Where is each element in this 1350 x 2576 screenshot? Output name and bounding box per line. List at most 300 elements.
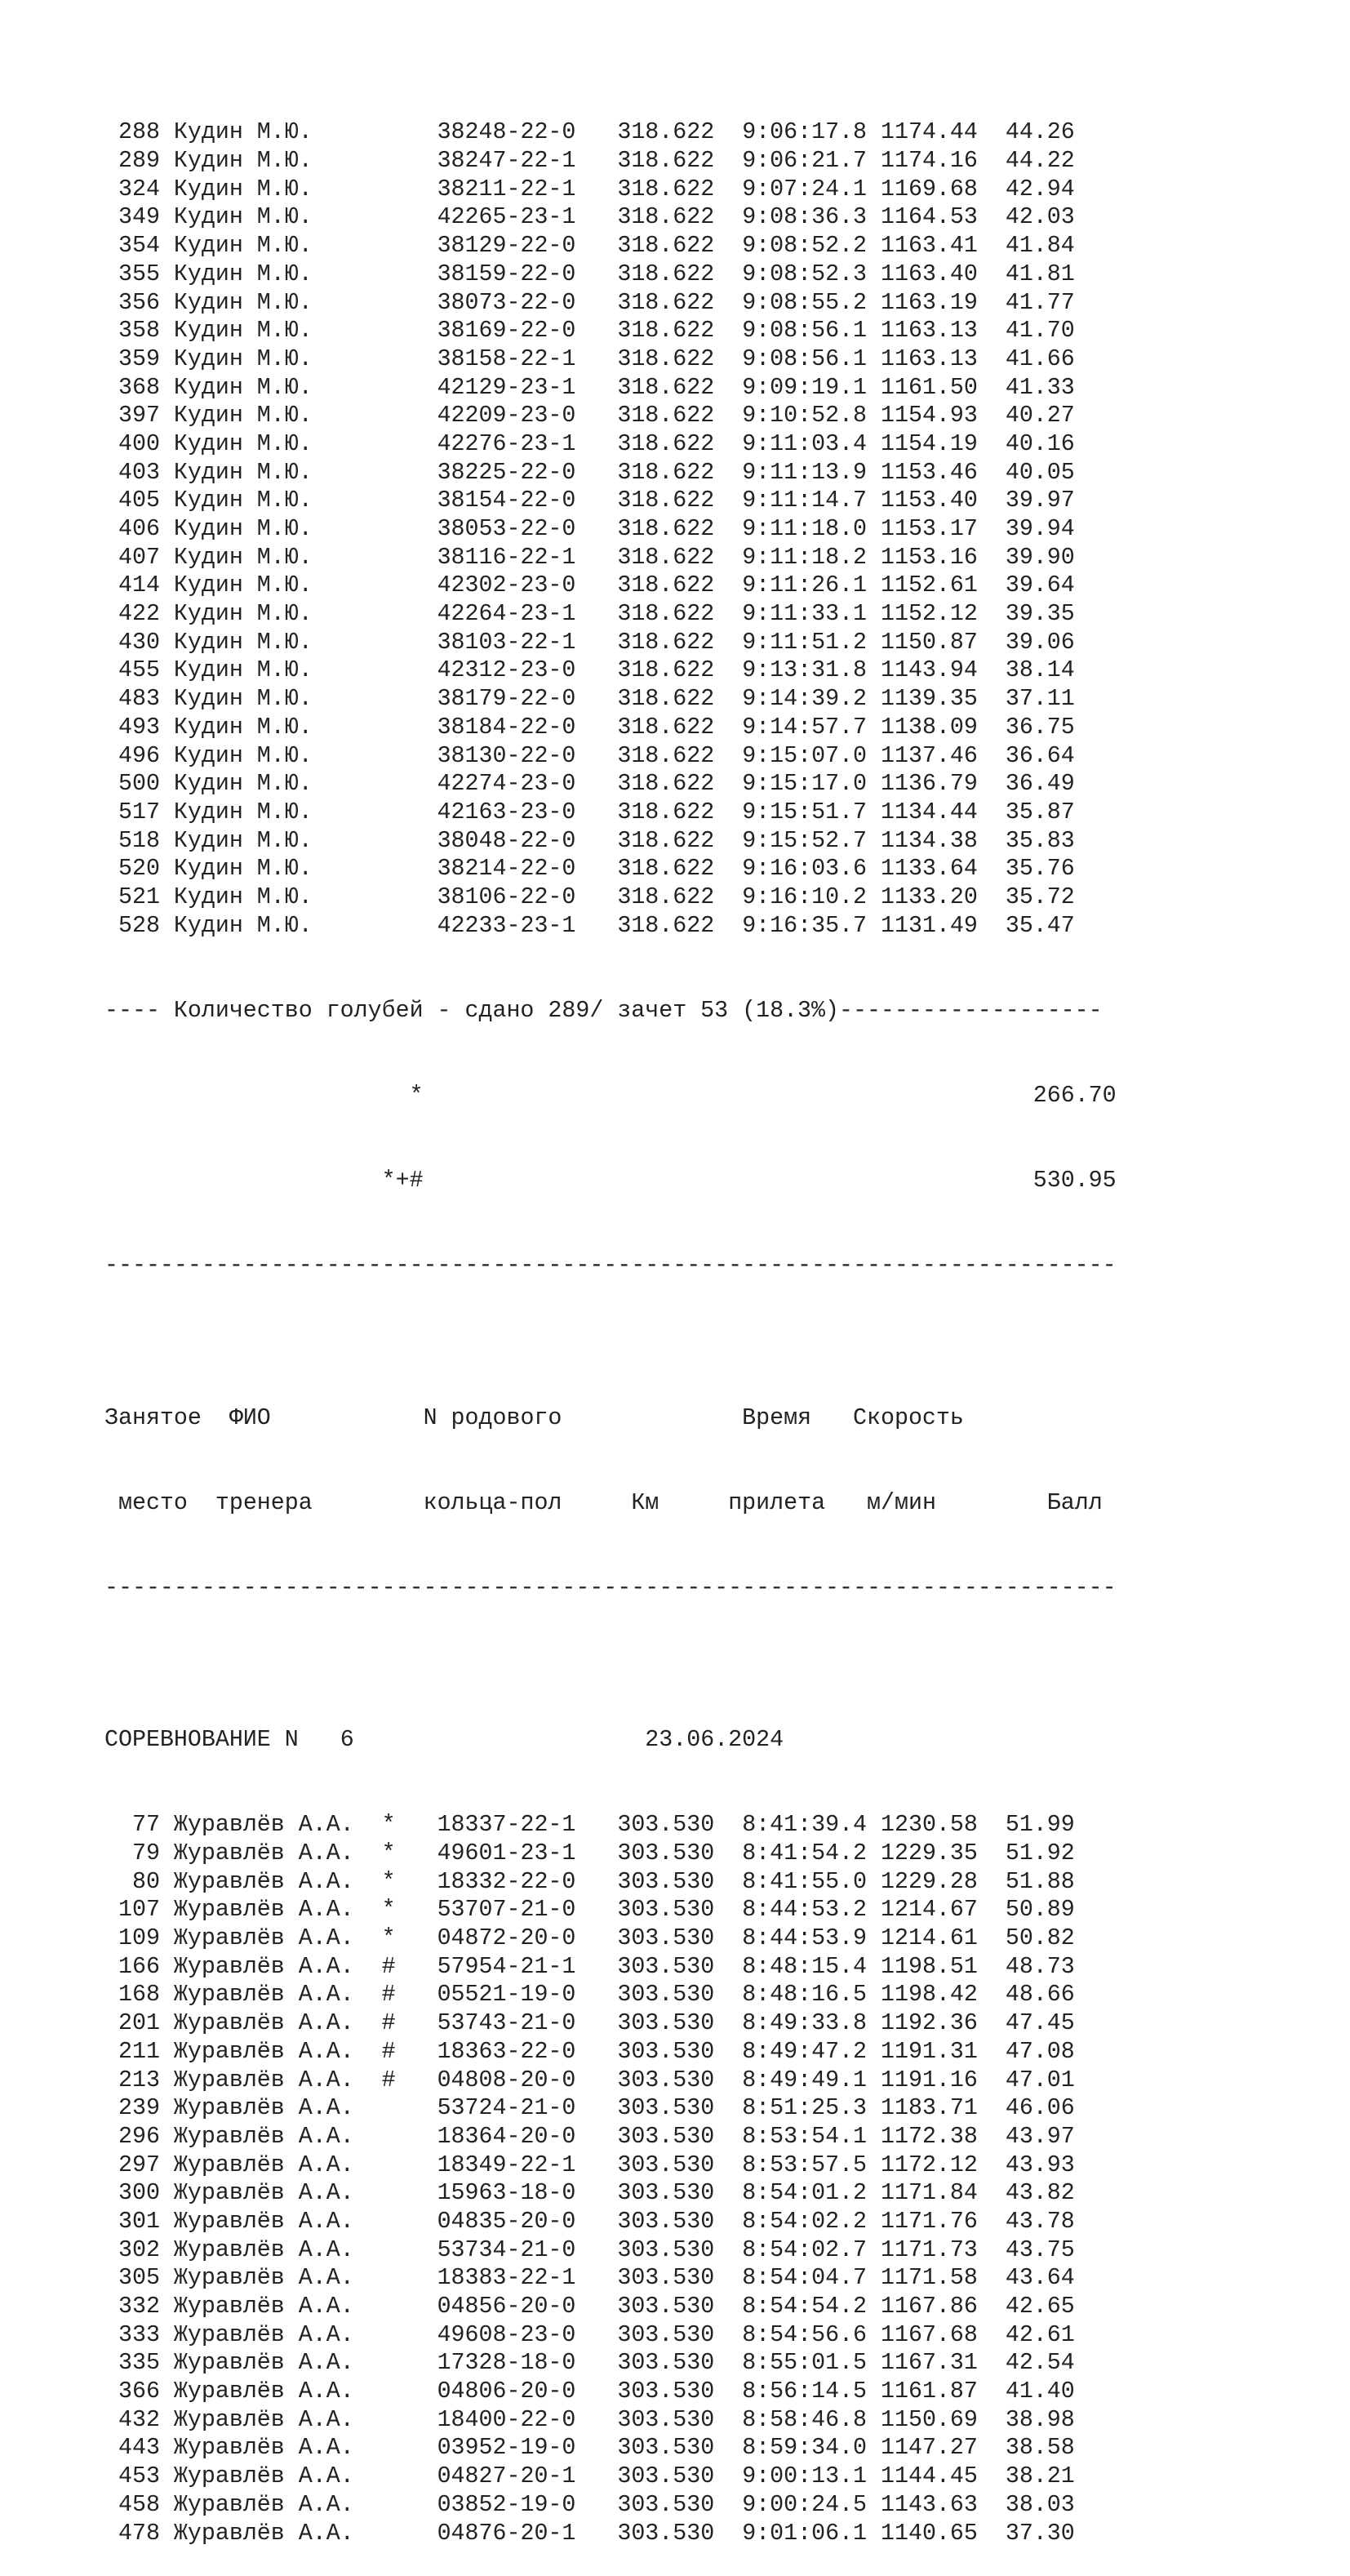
- distance-cell: 318.622: [617, 204, 715, 231]
- arrival-time-cell: 8:54:56.6: [742, 2321, 868, 2348]
- subtotal-value: 266.70: [1032, 1082, 1117, 1109]
- mark-cell: [382, 884, 424, 910]
- distance-cell: 303.530: [617, 2321, 715, 2348]
- score-cell: 43.97: [1005, 2123, 1075, 2150]
- subtotal-label: *: [409, 1082, 424, 1109]
- mark-cell: [382, 657, 424, 683]
- table-row: [104, 515, 1117, 544]
- score-cell: 50.82: [1005, 1925, 1075, 1952]
- column-header: тренера: [215, 1489, 313, 1516]
- ring-number-cell: 38154-22-0: [437, 487, 576, 514]
- distance-cell: 318.622: [617, 233, 715, 260]
- ring-number-cell: 17328-18-0: [437, 2350, 576, 2377]
- ring-number-cell: 38048-22-0: [437, 827, 576, 854]
- table-row: [104, 2123, 1117, 2151]
- distance-cell: 303.530: [617, 2180, 715, 2207]
- score-cell: 41.84: [1005, 233, 1075, 260]
- distance-cell: 318.622: [617, 686, 715, 713]
- place-cell: 453: [104, 2463, 160, 2490]
- trainer-name-cell: Журавлёв А.А.: [173, 2378, 368, 2405]
- speed-cell: 1134.44: [881, 799, 978, 825]
- distance-cell: 303.530: [617, 2038, 715, 2065]
- score-cell: 47.01: [1005, 2067, 1075, 2093]
- distance-cell: 318.622: [617, 657, 715, 684]
- distance-cell: 318.622: [617, 912, 715, 939]
- distance-cell: 318.622: [617, 318, 715, 345]
- ring-number-cell: 38214-22-0: [437, 856, 576, 883]
- speed-cell: 1140.65: [881, 2520, 978, 2547]
- arrival-time-cell: 8:48:15.4: [742, 1953, 868, 1980]
- distance-cell: 303.530: [617, 1812, 715, 1839]
- subtotal-label: *+#: [381, 1167, 424, 1194]
- speed-cell: 1152.61: [881, 572, 978, 599]
- place-cell: 518: [104, 827, 160, 854]
- ring-number-cell: 05521-19-0: [437, 1982, 576, 2009]
- score-cell: 35.72: [1005, 883, 1075, 910]
- arrival-time-cell: 8:54:02.2: [742, 2208, 868, 2235]
- mark-cell: [382, 2378, 424, 2405]
- distance-cell: 303.530: [617, 2010, 715, 2037]
- place-cell: 368: [104, 374, 160, 401]
- speed-cell: 1214.61: [881, 1925, 978, 1952]
- speed-cell: 1150.87: [881, 629, 978, 656]
- place-cell: 517: [104, 799, 160, 825]
- section2-rows: [104, 1811, 1117, 2547]
- table-row: [104, 1896, 1117, 1924]
- speed-cell: 1169.68: [881, 176, 978, 202]
- place-cell: 458: [104, 2491, 160, 2518]
- arrival-time-cell: 9:11:51.2: [742, 629, 868, 656]
- arrival-time-cell: 8:53:57.5: [742, 2151, 868, 2178]
- distance-cell: 318.622: [617, 856, 715, 883]
- mark-cell: [382, 2520, 424, 2547]
- arrival-time-cell: 9:00:24.5: [742, 2491, 868, 2518]
- mark-cell: [382, 630, 424, 656]
- trainer-name-cell: Кудин М.Ю.: [173, 148, 368, 175]
- place-cell: 528: [104, 912, 160, 939]
- table-row: [104, 2520, 1117, 2548]
- mark-cell: [382, 516, 424, 542]
- score-cell: 36.49: [1005, 771, 1075, 798]
- speed-cell: 1171.76: [881, 2208, 978, 2235]
- section1-rows: [104, 118, 1117, 940]
- table-row: [104, 742, 1117, 771]
- speed-cell: 1174.44: [881, 119, 978, 146]
- place-cell: 403: [104, 459, 160, 486]
- arrival-time-cell: 9:06:17.8: [742, 119, 868, 146]
- table-row: [104, 629, 1117, 657]
- ring-number-cell: 18364-20-0: [437, 2123, 576, 2150]
- score-cell: 41.66: [1005, 345, 1075, 372]
- arrival-time-cell: 9:00:13.1: [742, 2463, 868, 2490]
- table-row: [104, 232, 1117, 260]
- mark-cell: #: [381, 2067, 424, 2093]
- distance-cell: 303.530: [617, 2151, 715, 2178]
- speed-cell: 1133.20: [881, 883, 978, 910]
- trainer-name-cell: Кудин М.Ю.: [173, 629, 368, 656]
- score-cell: 38.14: [1005, 657, 1075, 684]
- distance-cell: 303.530: [617, 2236, 715, 2263]
- speed-cell: 1174.16: [881, 148, 978, 175]
- table-row: [104, 883, 1117, 912]
- place-cell: 493: [104, 714, 160, 741]
- ring-number-cell: 42163-23-0: [437, 799, 576, 825]
- place-cell: 201: [104, 2010, 160, 2037]
- column-header-line-1: [104, 1404, 1117, 1433]
- place-cell: 430: [104, 629, 160, 656]
- score-cell: 40.05: [1005, 459, 1075, 486]
- distance-cell: 318.622: [617, 827, 715, 854]
- ring-number-cell: 38211-22-1: [437, 176, 576, 202]
- score-cell: 39.35: [1005, 601, 1075, 628]
- speed-cell: 1153.40: [881, 487, 978, 514]
- trainer-name-cell: Журавлёв А.А.: [173, 1868, 368, 1895]
- trainer-name-cell: Кудин М.Ю.: [173, 318, 368, 345]
- mark-cell: [382, 2124, 424, 2150]
- table-row: [104, 1868, 1117, 1897]
- speed-cell: 1171.84: [881, 2180, 978, 2207]
- score-cell: 35.83: [1005, 827, 1075, 854]
- trainer-name-cell: Кудин М.Ю.: [173, 799, 368, 825]
- arrival-time-cell: 9:13:31.8: [742, 657, 868, 684]
- arrival-time-cell: 9:16:03.6: [742, 856, 868, 883]
- arrival-time-cell: 8:53:54.1: [742, 2123, 868, 2150]
- place-cell: 496: [104, 742, 160, 769]
- summary-line: ---- Количество голубей - сдано 289/ зачет 53 (18.3%)-------------------: [104, 997, 1103, 1024]
- trainer-name-cell: Кудин М.Ю.: [173, 430, 368, 457]
- table-row: [104, 2321, 1117, 2350]
- speed-cell: 1171.58: [881, 2265, 978, 2292]
- arrival-time-cell: 8:44:53.9: [742, 1925, 868, 1952]
- speed-cell: 1163.13: [881, 345, 978, 372]
- speed-cell: 1154.93: [881, 403, 978, 429]
- table-row: [104, 374, 1117, 403]
- arrival-time-cell: 9:15:52.7: [742, 827, 868, 854]
- mark-cell: #: [381, 2010, 424, 2037]
- mark-cell: [382, 2435, 424, 2461]
- score-cell: 39.97: [1005, 487, 1075, 514]
- score-cell: 39.90: [1005, 544, 1075, 571]
- arrival-time-cell: 9:08:52.3: [742, 260, 868, 287]
- speed-cell: 1147.27: [881, 2435, 978, 2462]
- mark-cell: [382, 2463, 424, 2489]
- score-cell: 47.08: [1005, 2038, 1075, 2065]
- table-row: [104, 656, 1117, 685]
- table-row: [104, 1840, 1117, 1868]
- speed-cell: 1150.69: [881, 2406, 978, 2433]
- speed-cell: 1163.19: [881, 289, 978, 316]
- ring-number-cell: 38129-22-0: [437, 233, 576, 260]
- score-cell: 43.75: [1005, 2236, 1075, 2263]
- score-cell: 44.22: [1005, 148, 1075, 175]
- score-cell: 41.70: [1005, 318, 1075, 345]
- arrival-time-cell: 9:16:10.2: [742, 883, 868, 910]
- speed-cell: 1134.38: [881, 827, 978, 854]
- distance-cell: 318.622: [617, 119, 715, 146]
- trainer-name-cell: Кудин М.Ю.: [173, 856, 368, 883]
- place-cell: 455: [104, 657, 160, 684]
- distance-cell: 318.622: [617, 544, 715, 571]
- ring-number-cell: 04808-20-0: [437, 2067, 576, 2093]
- speed-cell: 1229.28: [881, 1868, 978, 1895]
- ring-number-cell: 38103-22-1: [437, 629, 576, 656]
- table-row: [104, 118, 1117, 147]
- mark-cell: [382, 2095, 424, 2121]
- score-cell: 38.98: [1005, 2406, 1075, 2433]
- place-cell: 478: [104, 2520, 160, 2547]
- distance-cell: 303.530: [617, 1840, 715, 1866]
- column-header: Км: [631, 1489, 659, 1516]
- trainer-name-cell: Кудин М.Ю.: [173, 374, 368, 401]
- mark-cell: [382, 176, 424, 202]
- distance-cell: 318.622: [617, 374, 715, 401]
- mark-cell: [382, 460, 424, 486]
- arrival-time-cell: 9:08:52.2: [742, 233, 868, 260]
- speed-cell: 1153.17: [881, 516, 978, 543]
- arrival-time-cell: 9:11:03.4: [742, 430, 868, 457]
- arrival-time-cell: 8:41:54.2: [742, 1840, 868, 1866]
- arrival-time-cell: 9:11:14.7: [742, 487, 868, 514]
- score-cell: 40.16: [1005, 430, 1075, 457]
- place-cell: 300: [104, 2180, 160, 2207]
- place-cell: 77: [104, 1812, 160, 1839]
- mark-cell: #: [381, 2038, 424, 2065]
- ring-number-cell: 42129-23-1: [437, 374, 576, 401]
- speed-cell: 1192.36: [881, 2010, 978, 2037]
- score-cell: 42.61: [1005, 2321, 1075, 2348]
- score-cell: 39.64: [1005, 572, 1075, 599]
- table-row: [104, 345, 1117, 374]
- ring-number-cell: 04835-20-0: [437, 2208, 576, 2235]
- score-cell: 35.47: [1005, 912, 1075, 939]
- distance-cell: 318.622: [617, 289, 715, 316]
- speed-cell: 1171.73: [881, 2236, 978, 2263]
- speed-cell: 1164.53: [881, 204, 978, 231]
- place-cell: 432: [104, 2406, 160, 2433]
- place-cell: 211: [104, 2038, 160, 2065]
- place-cell: 521: [104, 883, 160, 910]
- arrival-time-cell: 8:55:01.5: [742, 2350, 868, 2377]
- competition-number: 6: [340, 1727, 354, 1754]
- place-cell: 288: [104, 119, 160, 146]
- trainer-name-cell: Кудин М.Ю.: [173, 742, 368, 769]
- mark-cell: [382, 828, 424, 854]
- ring-number-cell: 38053-22-0: [437, 516, 576, 543]
- place-cell: 80: [104, 1868, 160, 1895]
- ring-number-cell: 04806-20-0: [437, 2378, 576, 2405]
- speed-cell: 1183.71: [881, 2095, 978, 2122]
- score-cell: 37.11: [1005, 686, 1075, 713]
- distance-cell: 303.530: [617, 2067, 715, 2093]
- speed-cell: 1163.13: [881, 318, 978, 345]
- table-row: [104, 855, 1117, 883]
- mark-cell: [382, 2350, 424, 2376]
- place-cell: 213: [104, 2067, 160, 2093]
- ring-number-cell: 04876-20-1: [437, 2520, 576, 2547]
- ring-number-cell: 18332-22-0: [437, 1868, 576, 1895]
- arrival-time-cell: 9:11:26.1: [742, 572, 868, 599]
- score-cell: 43.78: [1005, 2208, 1075, 2235]
- mark-cell: [382, 2322, 424, 2348]
- distance-cell: 318.622: [617, 459, 715, 486]
- column-header: место: [118, 1489, 188, 1516]
- column-header: прилета: [728, 1489, 826, 1516]
- table-row: [104, 2236, 1117, 2265]
- table-row: [104, 600, 1117, 629]
- mark-cell: [382, 431, 424, 457]
- place-cell: 305: [104, 2265, 160, 2292]
- place-cell: 405: [104, 487, 160, 514]
- trainer-name-cell: Журавлёв А.А.: [173, 2321, 368, 2348]
- speed-cell: 1152.12: [881, 601, 978, 628]
- arrival-time-cell: 8:44:53.2: [742, 1897, 868, 1924]
- distance-cell: 318.622: [617, 601, 715, 628]
- ring-number-cell: 18400-22-0: [437, 2406, 576, 2433]
- place-cell: 168: [104, 1982, 160, 2009]
- mark-cell: [382, 686, 424, 712]
- arrival-time-cell: 8:41:39.4: [742, 1812, 868, 1839]
- trainer-name-cell: Журавлёв А.А.: [173, 1982, 368, 2009]
- place-cell: 422: [104, 601, 160, 628]
- table-row: [104, 827, 1117, 856]
- column-header: ФИО: [229, 1404, 271, 1431]
- competition-label: СОРЕВНОВАНИЕ N: [104, 1727, 299, 1754]
- ring-number-cell: 18383-22-1: [437, 2265, 576, 2292]
- distance-cell: 303.530: [617, 2095, 715, 2122]
- place-cell: 397: [104, 403, 160, 429]
- score-cell: 43.93: [1005, 2151, 1075, 2178]
- score-cell: 48.73: [1005, 1953, 1075, 1980]
- distance-cell: 318.622: [617, 516, 715, 543]
- arrival-time-cell: 9:01:06.1: [742, 2520, 868, 2547]
- arrival-time-cell: 8:54:02.7: [742, 2236, 868, 2263]
- speed-cell: 1133.64: [881, 856, 978, 883]
- trainer-name-cell: Журавлёв А.А.: [173, 1925, 368, 1952]
- place-cell: 359: [104, 345, 160, 372]
- mark-cell: [382, 2265, 424, 2291]
- trainer-name-cell: Журавлёв А.А.: [173, 2463, 368, 2490]
- table-row: [104, 799, 1117, 827]
- trainer-name-cell: Кудин М.Ю.: [173, 289, 368, 316]
- trainer-name-cell: Журавлёв А.А.: [173, 2208, 368, 2235]
- trainer-name-cell: Кудин М.Ю.: [173, 260, 368, 287]
- ring-number-cell: 42312-23-0: [437, 657, 576, 684]
- speed-cell: 1138.09: [881, 714, 978, 741]
- trainer-name-cell: Журавлёв А.А.: [173, 2038, 368, 2065]
- column-header-line-2: [104, 1489, 1117, 1518]
- competition-heading: [104, 1726, 1117, 1755]
- table-row: [104, 2094, 1117, 2123]
- table-row: [104, 2349, 1117, 2378]
- mark-cell: [382, 375, 424, 401]
- table-row: [104, 912, 1117, 941]
- subtotal-line: [104, 1167, 1117, 1195]
- column-header: м/мин: [867, 1489, 936, 1516]
- speed-cell: 1172.12: [881, 2151, 978, 2178]
- speed-cell: 1143.94: [881, 657, 978, 684]
- speed-cell: 1229.35: [881, 1840, 978, 1866]
- place-cell: 302: [104, 2236, 160, 2263]
- arrival-time-cell: 8:59:34.0: [742, 2435, 868, 2462]
- score-cell: 41.77: [1005, 289, 1075, 316]
- trainer-name-cell: Кудин М.Ю.: [173, 714, 368, 741]
- mark-cell: *: [381, 1812, 424, 1839]
- mark-cell: *: [381, 1897, 424, 1924]
- speed-cell: 1167.86: [881, 2293, 978, 2320]
- table-row: [104, 2151, 1117, 2180]
- distance-cell: 303.530: [617, 2520, 715, 2547]
- trainer-name-cell: Кудин М.Ю.: [173, 572, 368, 599]
- distance-cell: 318.622: [617, 403, 715, 429]
- speed-cell: 1214.67: [881, 1897, 978, 1924]
- trainer-name-cell: Кудин М.Ю.: [173, 345, 368, 372]
- column-header: N родового: [423, 1404, 562, 1431]
- mark-cell: [382, 2237, 424, 2263]
- table-row: [104, 1924, 1117, 1953]
- trainer-name-cell: Кудин М.Ю.: [173, 771, 368, 798]
- trainer-name-cell: Журавлёв А.А.: [173, 2180, 368, 2207]
- distance-cell: 318.622: [617, 148, 715, 175]
- score-cell: 35.87: [1005, 799, 1075, 825]
- score-cell: 42.65: [1005, 2293, 1075, 2320]
- arrival-time-cell: 9:14:39.2: [742, 686, 868, 713]
- mark-cell: [382, 799, 424, 825]
- ring-number-cell: 53743-21-0: [437, 2010, 576, 2037]
- ring-number-cell: 42302-23-0: [437, 572, 576, 599]
- ring-number-cell: 04872-20-0: [437, 1925, 576, 1952]
- ring-number-cell: 03952-19-0: [437, 2435, 576, 2462]
- table-row: [104, 487, 1117, 515]
- trainer-name-cell: Журавлёв А.А.: [173, 1953, 368, 1980]
- mark-cell: [382, 261, 424, 287]
- table-row: [104, 176, 1117, 204]
- table-row: [104, 1811, 1117, 1840]
- score-cell: 50.89: [1005, 1897, 1075, 1924]
- place-cell: 500: [104, 771, 160, 798]
- trainer-name-cell: Журавлёв А.А.: [173, 2067, 368, 2093]
- mark-cell: [382, 743, 424, 769]
- ring-number-cell: 18349-22-1: [437, 2151, 576, 2178]
- speed-cell: 1172.38: [881, 2123, 978, 2150]
- ring-number-cell: 53734-21-0: [437, 2236, 576, 2263]
- arrival-time-cell: 9:09:19.1: [742, 374, 868, 401]
- place-cell: 483: [104, 686, 160, 713]
- score-cell: 51.88: [1005, 1868, 1075, 1895]
- score-cell: 36.75: [1005, 714, 1075, 741]
- trainer-name-cell: Журавлёв А.А.: [173, 2123, 368, 2150]
- distance-cell: 318.622: [617, 742, 715, 769]
- ring-number-cell: 42209-23-0: [437, 403, 576, 429]
- place-cell: 166: [104, 1953, 160, 1980]
- mark-cell: [382, 403, 424, 429]
- ring-number-cell: 03852-19-0: [437, 2491, 576, 2518]
- arrival-time-cell: 9:06:21.7: [742, 148, 868, 175]
- table-row: [104, 2208, 1117, 2236]
- mark-cell: *: [381, 1840, 424, 1866]
- separator-line: -------------------------------------------------------------------------: [104, 1252, 1117, 1279]
- column-header: Время: [742, 1404, 812, 1431]
- distance-cell: 318.622: [617, 572, 715, 599]
- table-row: [104, 572, 1117, 600]
- place-cell: 366: [104, 2378, 160, 2405]
- trainer-name-cell: Журавлёв А.А.: [173, 2435, 368, 2462]
- trainer-name-cell: Журавлёв А.А.: [173, 2010, 368, 2037]
- mark-cell: #: [381, 1982, 424, 2009]
- arrival-time-cell: 8:56:14.5: [742, 2378, 868, 2405]
- score-cell: 39.06: [1005, 629, 1075, 656]
- ring-number-cell: 38225-22-0: [437, 459, 576, 486]
- speed-cell: 1131.49: [881, 912, 978, 939]
